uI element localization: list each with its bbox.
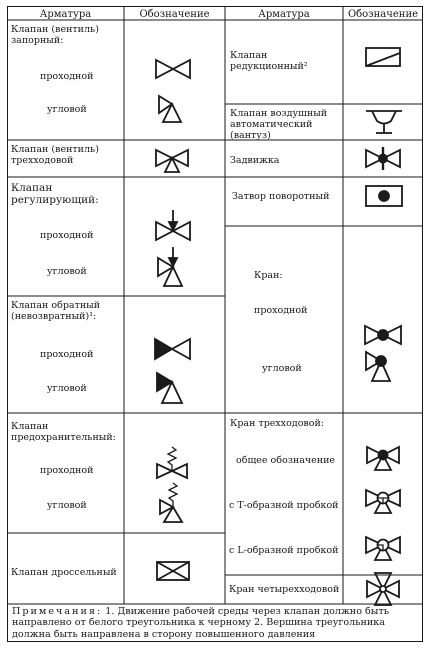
label-safety-straight: проходной	[40, 465, 94, 476]
header-designation-left: Обозначение	[139, 9, 210, 20]
check-valve-angle-icon	[157, 373, 182, 403]
shutoff-valve-straight-icon	[156, 60, 190, 78]
label-cock-angle: угловой	[262, 363, 302, 374]
label-threeway-valve: Клапан (вентиль) трехходовой	[11, 144, 99, 166]
threeway-valve-icon	[156, 150, 188, 172]
label-shutoff-straight: проходной	[40, 71, 94, 82]
table-notes	[12, 606, 418, 640]
label-shutoff-valve: Клапан (вентиль) запорный:	[11, 24, 99, 46]
label-check-valve: Клапан обратный (невозвратный)¹:	[11, 300, 101, 322]
label-regulating-angle: угловой	[47, 266, 87, 277]
label-check-straight: проходной	[40, 349, 94, 360]
label-reducing-valve: Клапан редукционный²	[230, 50, 308, 72]
threeway-cock-l-plug-icon	[366, 537, 400, 560]
reducing-valve-icon	[366, 48, 400, 66]
notes-label: Примечания:	[12, 606, 103, 617]
label-regulating-valve: Клапан регулирующий:	[11, 182, 99, 206]
label-cock-straight: проходной	[254, 305, 308, 316]
label-gate-valve: Задвижка	[230, 155, 280, 166]
cock-straight-icon	[365, 326, 401, 344]
label-fourway-cock: Кран четырехходовой	[229, 584, 340, 595]
air-vent-icon	[366, 111, 402, 133]
safety-valve-straight-icon	[157, 447, 187, 478]
label-butterfly-valve: Затвор поворотный	[232, 191, 330, 202]
throttle-valve-icon	[157, 562, 189, 580]
notes-text: 1. Движение рабочей среды через клапан должно быть направлено от белого треугольника к черному 2. Вершина треугольника должна быть направлена в сторону повышенного давления	[12, 606, 389, 640]
cock-angle-icon	[366, 352, 390, 381]
shutoff-valve-angle-icon	[159, 96, 181, 122]
label-safety-angle: угловой	[47, 500, 87, 511]
label-shutoff-angle: угловой	[47, 104, 87, 115]
label-threeway-t-plug: с Т-образной пробкой	[229, 500, 339, 511]
fourway-cock-icon	[367, 573, 399, 605]
header-armature-right: Арматура	[258, 9, 310, 20]
check-valve-straight-icon	[155, 339, 190, 359]
label-threeway-cock: Кран трехходовой:	[230, 418, 325, 429]
threeway-cock-t-plug-icon	[366, 490, 400, 513]
label-check-angle: угловой	[47, 383, 87, 394]
safety-valve-angle-icon	[160, 483, 182, 522]
label-threeway-general: общее обозначение	[236, 455, 336, 466]
label-air-vent: Клапан воздушный автоматический (вантуз)	[230, 108, 328, 141]
header-armature-left: Арматура	[39, 9, 92, 20]
butterfly-valve-icon	[366, 186, 402, 206]
label-regulating-straight: проходной	[40, 230, 94, 241]
label-throttle-valve: Клапан дроссельный	[11, 567, 117, 578]
gate-valve-icon	[366, 147, 400, 170]
label-cock: Кран:	[254, 270, 283, 281]
header-designation-right: Обозначение	[347, 9, 419, 20]
label-threeway-l-plug: с L-образной пробкой	[229, 545, 339, 556]
regulating-valve-angle-icon	[158, 247, 182, 286]
threeway-cock-general-icon	[367, 447, 399, 470]
label-safety-valve: Клапан предохранительный:	[11, 421, 116, 443]
regulating-valve-straight-icon	[156, 210, 190, 240]
